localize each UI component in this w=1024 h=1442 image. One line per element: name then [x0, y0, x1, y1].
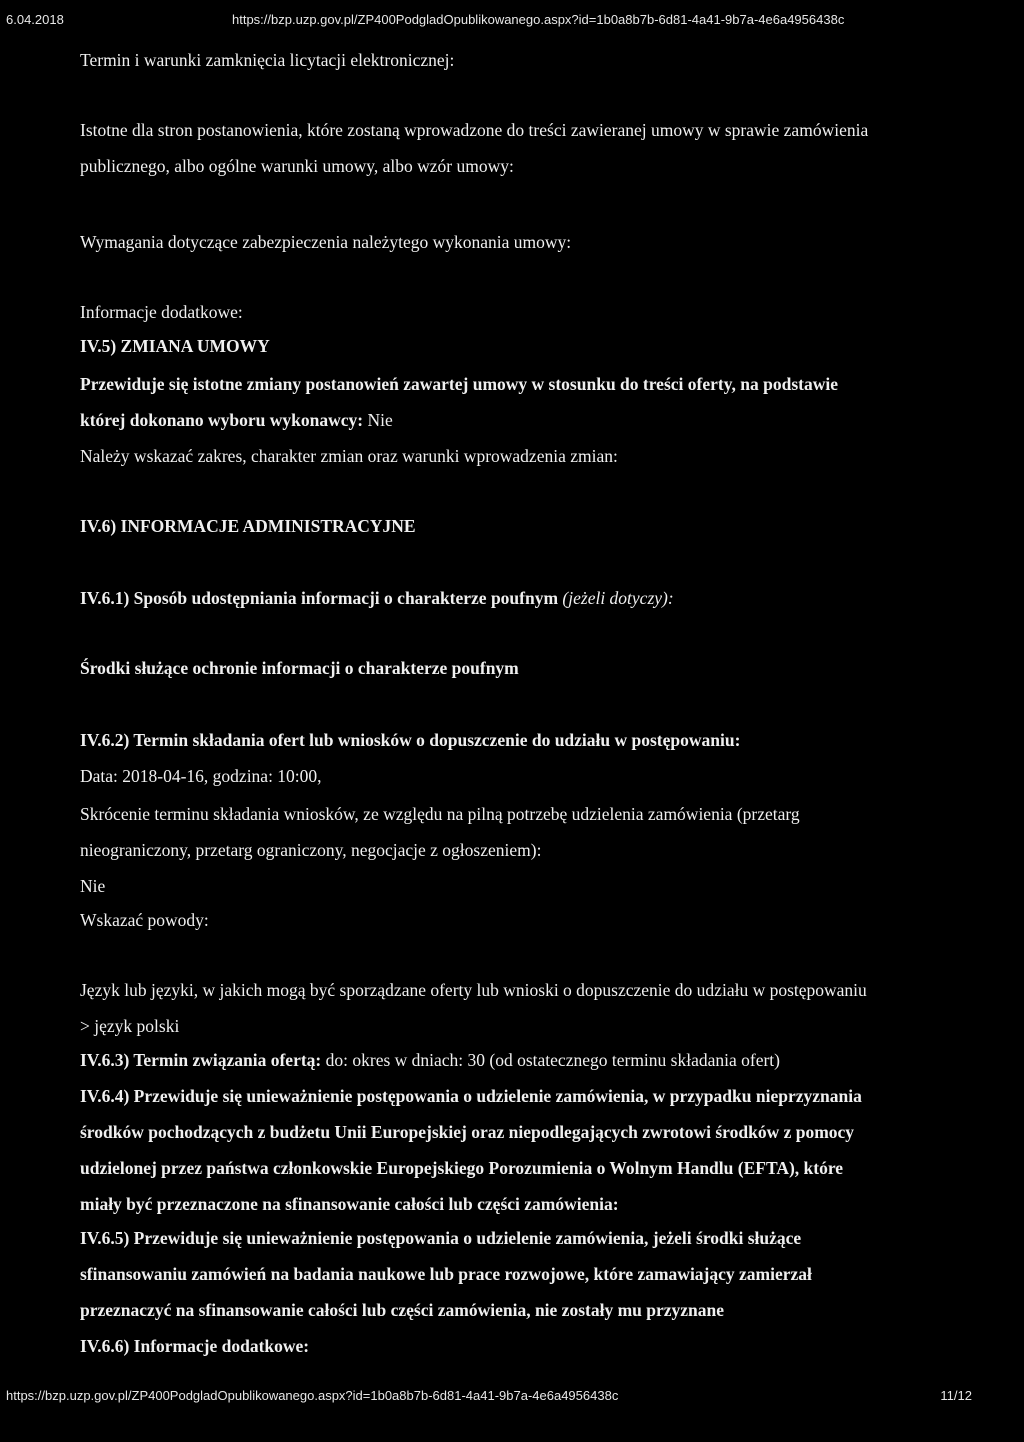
- section-iv66-heading: IV.6.6) Informacje dodatkowe:: [80, 1336, 310, 1356]
- termin-data-value: Data: 2018-04-16, godzina: 10:00,: [80, 766, 322, 786]
- iv61-title: IV.6.1) Sposób udostępniania informacji o charakterze poufnym: [80, 588, 559, 608]
- wymagania-zabezpieczenia-label: Wymagania dotyczące zabezpieczenia należytego wykonania umowy:: [80, 232, 572, 252]
- wskazac-powody-label: Wskazać powody:: [80, 910, 209, 930]
- informacje-dodatkowe-label: Informacje dodatkowe:: [80, 302, 243, 322]
- section-iv61-heading: [80, 586, 674, 610]
- zmiany-umowy-line-2: [80, 408, 393, 432]
- iv63-value: do: okres w dniach: 30 (od ostatecznego terminu składania ofert): [321, 1050, 780, 1070]
- print-footer: [0, 1388, 1024, 1408]
- print-url-header: https://bzp.uzp.gov.pl/ZP400PodgladOpublikowanego.aspx?id=1b0a8b7b-6d81-4a41-9b7a-4e6a4956438c: [232, 12, 845, 27]
- iv61-note: (jeżeli dotyczy):: [558, 588, 674, 608]
- section-iv6-heading: IV.6) INFORMACJE ADMINISTRACYJNE: [80, 516, 416, 536]
- section-iv63: [80, 1048, 780, 1072]
- termin-warunki-label: Termin i warunki zamknięcia licytacji elektronicznej:: [80, 50, 455, 70]
- istotne-postanowienia-line-1: Istotne dla stron postanowienia, które zostaną wprowadzone do treści zawieranej umowy w sprawie zamówienia: [80, 120, 869, 140]
- skrocenie-answer: Nie: [80, 876, 106, 896]
- zmiany-umowy-question: której dokonano wyboru wykonawcy:: [80, 410, 364, 430]
- iv63-title: IV.6.3) Termin związania ofertą:: [80, 1050, 322, 1070]
- section-iv65-line-3: przeznaczyć na sfinansowanie całości lub części zamówienia, nie zostały mu przyznane: [80, 1300, 725, 1320]
- zmiany-umowy-answer: Nie: [363, 410, 393, 430]
- section-iv65-line-1: IV.6.5) Przewiduje się unieważnienie postępowania o udzielenie zamówienia, jeżeli środki służące: [80, 1228, 802, 1248]
- section-iv64-line-4: miały być przeznaczone na sfinansowanie całości lub części zamówienia:: [80, 1194, 619, 1214]
- print-url-footer: https://bzp.uzp.gov.pl/ZP400PodgladOpublikowanego.aspx?id=1b0a8b7b-6d81-4a41-9b7a-4e6a4956438c: [6, 1388, 619, 1403]
- srodki-ochrony-label: Środki służące ochronie informacji o charakterze poufnym: [80, 658, 519, 678]
- section-iv65-line-2: sfinansowaniu zamówień na badania naukowe lub prace rozwojowe, które zamawiający zamierzał: [80, 1264, 812, 1284]
- section-iv62-heading: IV.6.2) Termin składania ofert lub wniosków o dopuszczenie do udziału w postępowaniu:: [80, 730, 741, 750]
- print-date: 6.04.2018: [6, 12, 64, 27]
- zmiany-umowy-line-1: Przewiduje się istotne zmiany postanowień zawartej umowy w stosunku do treści oferty, na podstawie: [80, 374, 838, 394]
- zakres-zmian-label: Należy wskazać zakres, charakter zmian oraz warunki wprowadzenia zmian:: [80, 446, 618, 466]
- section-iv5-heading: IV.5) ZMIANA UMOWY: [80, 336, 270, 356]
- jezyk-ofert-line-1: Język lub języki, w jakich mogą być sporządzane oferty lub wnioski o dopuszczenie do udziału w postępowaniu: [80, 980, 867, 1000]
- section-iv64-line-2: środków pochodzących z budżetu Unii Europejskiej oraz niepodlegających zwrotowi środków z pomocy: [80, 1122, 855, 1142]
- jezyk-ofert-value: > język polski: [80, 1016, 180, 1036]
- section-iv64-line-1: IV.6.4) Przewiduje się unieważnienie postępowania o udzielenie zamówienia, w przypadku nieprzyznania: [80, 1086, 862, 1106]
- skrocenie-terminu-line-2: nieograniczony, przetarg ograniczony, negocjacje z ogłoszeniem):: [80, 840, 542, 860]
- istotne-postanowienia-line-2: publicznego, albo ogólne warunki umowy, albo wzór umowy:: [80, 156, 514, 176]
- print-header: [0, 12, 1024, 32]
- skrocenie-terminu-line-1: Skrócenie terminu składania wniosków, ze względu na pilną potrzebę udzielenia zamówienia (przetarg: [80, 804, 800, 824]
- page-number: 11/12: [940, 1388, 972, 1403]
- section-iv64-line-3: udzielonej przez państwa członkowskie Europejskiego Porozumienia o Wolnym Handlu (EFTA), które: [80, 1158, 844, 1178]
